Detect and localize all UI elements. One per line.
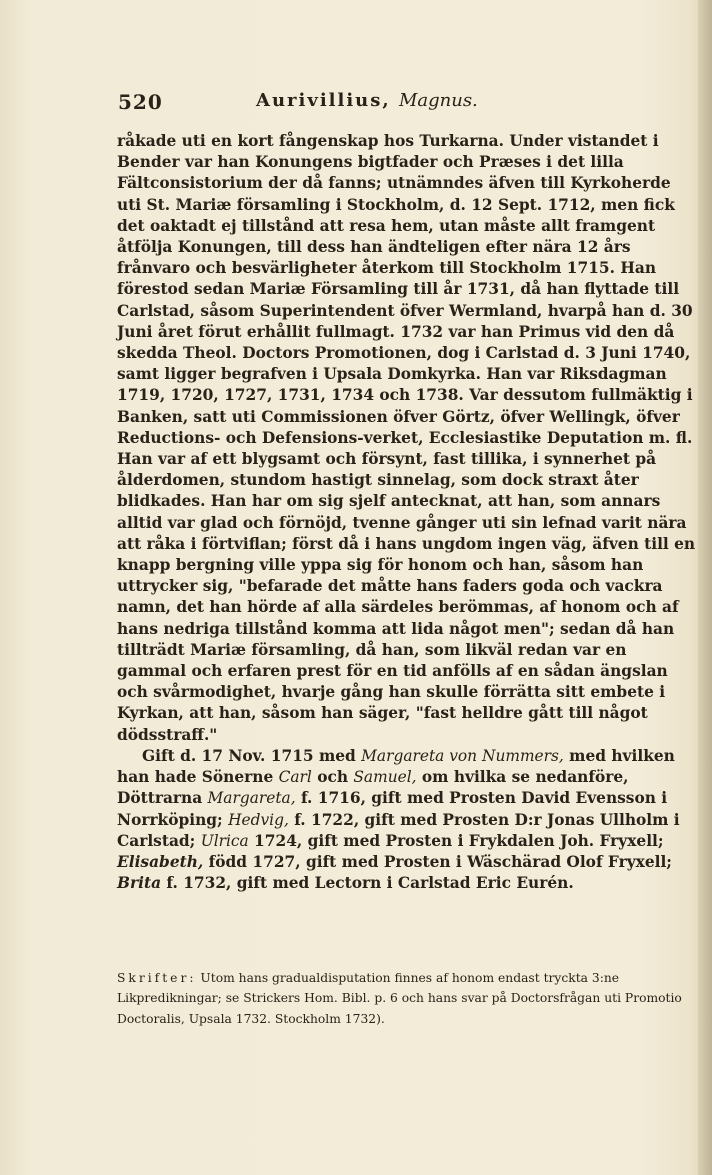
running-head-surname: Aurivillius, xyxy=(256,90,391,111)
sources-label: Skrifter: xyxy=(117,971,197,985)
running-head xyxy=(256,90,478,111)
text-run: om hvilka se nedanföre, Döttrarna xyxy=(117,768,629,808)
text-run: f. 1716, gift med Prosten David Evensson i Norrköping; xyxy=(117,789,668,829)
text-run: med hvilken han hade Sönerne xyxy=(117,746,675,787)
text-run: 1724, gift med Prosten i Frykdalen Joh. Fryxell; xyxy=(248,831,664,850)
name-daughter: Hedvig, xyxy=(228,810,289,829)
paragraph-family xyxy=(117,746,697,894)
body-text xyxy=(117,131,697,894)
name-son: Samuel, xyxy=(353,768,417,787)
sources-note xyxy=(117,968,697,1029)
name-daughter: Margareta, xyxy=(207,789,296,808)
book-spine-edge xyxy=(698,0,712,1175)
name-wife: Margareta von Nummers, xyxy=(361,746,564,765)
sources-text: Utom hans gradualdisputation finnes af honom endast tryckta 3:ne Likpredikningar; se Strickers Hom. Bibl. p. 6 och hans svar på Doctorsfrågan uti Promotio Doctoralis, Upsala 1732. Stockholm 1732). xyxy=(117,971,682,1026)
text-run: f. 1722, gift med Prosten D:r Jonas Ullholm i Carlstad; xyxy=(117,810,680,850)
text-run: och xyxy=(311,768,354,787)
text-run: Gift d. 17 Nov. 1715 med xyxy=(142,746,362,765)
paragraph-biography: råkade uti en kort fångenskap hos Turkarna. Under vistandet i Bender var han Konungens bigtfader och Præses i det lilla Fältconsistorium der då fanns; utnämndes äfven till Kyrkoherde uti St. Mariæ församling i Stockholm, d. 12 Sept. 1712, men fick det oaktadt ej tillstånd att resa hem, utan måste allt framgent åtfölja Konungen, till dess han ändteligen efter nära 12 års frånvaro och besvärligheter återkom till Stockholm 1715. Han förestod sedan Mariæ Församling till år 1731, då han flyttade till Carlstad, såsom Superintendent öfver Wermland, hvarpå han d. 30 Juni året förut erhållit fullmagt. 1732 var han Primus vid den då skedda Theol. Doctors Promotionen, dog i Carlstad d. 3 Juni 1740, samt ligger begrafven i Upsala Domkyrka. Han var Riksdagman 1719, 1720, 1727, 1731, 1734 och 1738. Var dessutom fullmäktig i Banken, satt uti Commissionen öfver Görtz, öfver Wellingk, öfver Reductions- och Defensions-verket, Ecclesiastike Deputation m. fl. Han var af ett blygsamt och försynt, fast tillika, i synnerhet på ålderdomen, stundom hastigt sinnelag, som dock straxt åter blidkades. Han har om sig sjelf antecknat, att han, som annars alltid var glad och förnöjd, tvenne gånger uti sin lefnad varit nära att råka i förtviflan; först då i hans ungdom ingen väg, äfven till en knapp bergning ville yppa sig för honom och han, såsom han uttrycker sig, "befarade det måtte hans faders goda och vackra namn, det han hörde af alla särdeles berömmas, af honom och af hans nedriga tillstånd komma att lida något men"; sedan då han tillträdt Mariæ församling, då han, som likväl redan var en gammal och erfaren prest för en tid anfölls af en sådan ängslan och svårmodighet, hvarje gång han skulle förrätta sitt embete i Kyrkan, att han, såsom han säger, "fast helldre gått till något dödsstraff." xyxy=(117,132,696,744)
page-header xyxy=(118,88,618,118)
name-daughter: Brita xyxy=(117,874,162,893)
text-run: f. 1732, gift med Lectorn i Carlstad Eric Eurén. xyxy=(161,874,574,893)
name-daughter: Elisabeth, xyxy=(117,852,204,871)
name-son: Carl xyxy=(278,768,312,787)
name-daughter: Ulrica xyxy=(200,831,249,850)
text-run: född 1727, gift med Prosten i Wäschärad Olof Fryxell; xyxy=(203,852,672,871)
running-head-name: Magnus. xyxy=(398,90,478,111)
page-number: 520 xyxy=(118,90,163,114)
